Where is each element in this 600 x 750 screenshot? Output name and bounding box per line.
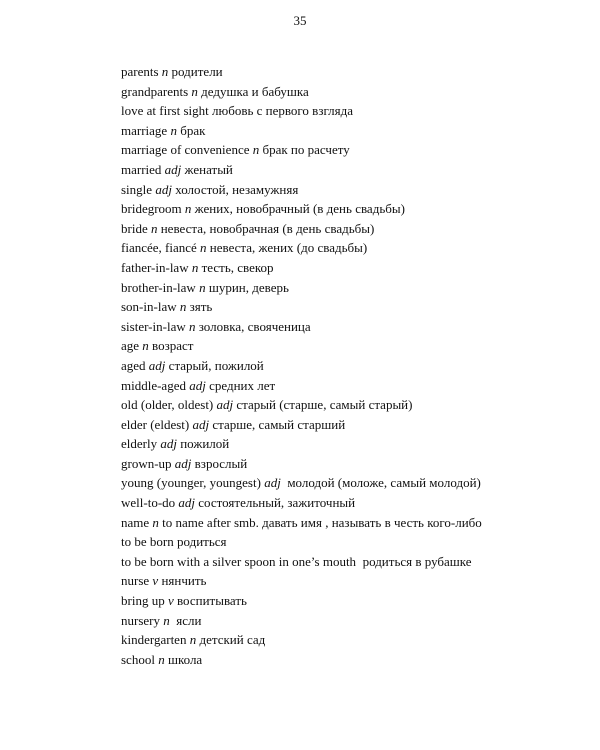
vocabulary-entry	[121, 552, 581, 572]
entry-translation: жених, новобрачный (в день свадьбы)	[194, 201, 405, 217]
entry-term: old (older, oldest)	[121, 397, 214, 413]
entry-term: marriage of convenience	[121, 142, 250, 158]
entry-term: age	[121, 338, 140, 354]
vocabulary-entry	[121, 140, 581, 160]
entry-term: kindergarten	[121, 632, 187, 648]
entry-translation: состоятельный, зажиточный	[198, 495, 356, 511]
entry-part-of-speech: n	[189, 632, 197, 648]
entry-term: love at first sight	[121, 103, 209, 119]
vocabulary-entry	[121, 160, 581, 180]
entry-term: son-in-law	[121, 299, 177, 315]
entry-translation: шурин, деверь	[208, 279, 289, 295]
entry-part-of-speech: n	[179, 299, 187, 315]
entry-term: fiancée, fiancé	[121, 240, 197, 256]
entry-part-of-speech: v	[167, 593, 174, 609]
entry-term: to be born	[121, 534, 174, 550]
entry-term: school	[121, 651, 155, 667]
entry-part-of-speech: n	[142, 338, 149, 354]
entry-term: bring up	[121, 593, 165, 609]
entry-part-of-speech: adj	[178, 495, 196, 511]
entry-translation: брак по расчету	[262, 142, 350, 158]
entry-translation: родиться в рубашке	[359, 553, 472, 569]
vocabulary-entry	[121, 82, 581, 102]
entry-translation: тесть, свекор	[201, 259, 274, 275]
vocabulary-entry	[121, 591, 581, 611]
entry-part-of-speech: adj	[164, 161, 182, 177]
entry-translation: нянчить	[161, 573, 207, 589]
entry-translation: взрослый	[194, 455, 248, 471]
vocabulary-entry	[121, 317, 581, 337]
entry-part-of-speech: n	[163, 612, 170, 628]
entry-translation: to name after smb. давать имя , называть в честь кого-либо	[162, 514, 482, 530]
entry-translation: молодой (моложе, самый молодой)	[284, 475, 481, 491]
entry-part-of-speech: n	[152, 514, 159, 530]
entry-translation: старше, самый старший	[212, 416, 346, 432]
vocabulary-entry	[121, 415, 581, 435]
page-number: 35	[293, 13, 307, 28]
entry-translation: родиться	[176, 534, 227, 550]
entry-part-of-speech: n	[199, 279, 206, 295]
entry-term: young (younger, youngest)	[121, 475, 261, 491]
vocabulary-entry	[121, 238, 581, 258]
vocabulary-entry	[121, 180, 581, 200]
vocabulary-entry	[121, 630, 581, 650]
entry-translation: дедушка и бабушка	[201, 83, 309, 99]
vocabulary-entry	[121, 258, 581, 278]
vocabulary-entry	[121, 454, 581, 474]
entry-term: single	[121, 181, 153, 197]
entry-part-of-speech: adj	[264, 475, 281, 491]
entry-term: aged	[121, 357, 146, 373]
entry-term: elderly	[121, 436, 158, 452]
vocabulary-entry	[121, 571, 581, 591]
entry-part-of-speech: v	[152, 573, 159, 589]
entry-term: grandparents	[121, 83, 189, 99]
entry-term: middle-aged	[121, 377, 186, 393]
vocabulary-entry	[121, 297, 581, 317]
entry-part-of-speech: n	[158, 651, 165, 667]
vocabulary-entry	[121, 376, 581, 396]
entry-term: brother-in-law	[121, 279, 196, 295]
entry-part-of-speech: adj	[174, 455, 192, 471]
entry-translation: зять	[189, 299, 213, 315]
entry-translation: детский сад	[199, 632, 266, 648]
entry-translation: средних лет	[209, 377, 276, 393]
vocabulary-entry	[121, 121, 581, 141]
vocabulary-entry	[121, 650, 581, 670]
entry-part-of-speech: n	[170, 122, 177, 138]
vocabulary-entry	[121, 611, 581, 631]
entry-term: sister-in-law	[121, 318, 186, 334]
vocabulary-list	[121, 62, 581, 669]
vocabulary-entry	[121, 493, 581, 513]
vocabulary-entry	[121, 532, 581, 552]
entry-translation: женатый	[184, 161, 233, 177]
entry-part-of-speech: n	[150, 220, 158, 236]
entry-part-of-speech: adj	[160, 436, 177, 452]
entry-part-of-speech: adj	[216, 397, 234, 413]
entry-part-of-speech: n	[200, 240, 207, 256]
entry-part-of-speech: n	[161, 64, 169, 79]
vocabulary-entry	[121, 434, 581, 454]
vocabulary-entry	[121, 278, 581, 298]
entry-translation: холостой, незамужняя	[175, 181, 299, 197]
entry-term: grown-up	[121, 455, 172, 471]
vocabulary-entry	[121, 473, 581, 493]
entry-translation: воспитывать	[176, 593, 247, 609]
entry-term: nursery	[121, 612, 160, 628]
vocabulary-entry	[121, 101, 581, 121]
entry-term: marriage	[121, 122, 168, 138]
entry-term: to be born with a silver spoon in one’s mouth	[121, 553, 357, 569]
entry-part-of-speech: adj	[155, 181, 172, 197]
entry-part-of-speech: n	[188, 318, 196, 334]
vocabulary-entry	[121, 513, 581, 533]
entry-term: well-to-do	[121, 495, 176, 511]
entry-part-of-speech: n	[184, 201, 192, 217]
entry-term: bride	[121, 220, 148, 236]
entry-term: name	[121, 514, 150, 530]
vocabulary-entry	[121, 356, 581, 376]
entry-part-of-speech: adj	[148, 357, 166, 373]
vocabulary-entry	[121, 336, 581, 356]
vocabulary-entry	[121, 62, 581, 82]
entry-part-of-speech: adj	[189, 377, 206, 393]
entry-term: elder (eldest)	[121, 416, 190, 432]
entry-term: married	[121, 161, 162, 177]
entry-translation: возраст	[152, 338, 194, 354]
entry-part-of-speech: n	[252, 142, 260, 158]
entry-translation: школа	[167, 651, 203, 667]
entry-part-of-speech: adj	[192, 416, 210, 432]
vocabulary-entry	[121, 199, 581, 219]
entry-translation: старый, пожилой	[168, 357, 264, 373]
entry-part-of-speech: n	[191, 259, 199, 275]
entry-part-of-speech: n	[191, 83, 198, 99]
entry-translation: золовка, свояченица	[198, 318, 311, 334]
entry-term: father-in-law	[121, 259, 189, 275]
entry-translation: невеста, новобрачная (в день свадьбы)	[160, 220, 375, 236]
entry-translation: родители	[171, 64, 223, 79]
vocabulary-entry	[121, 395, 581, 415]
vocabulary-entry	[121, 219, 581, 239]
entry-translation: невеста, жених (до свадьбы)	[209, 240, 368, 256]
entry-term: nurse	[121, 573, 150, 589]
entry-translation: старый (старше, самый старый)	[236, 397, 413, 413]
entry-translation: любовь с первого взгляда	[212, 103, 353, 119]
entry-translation: брак	[180, 122, 206, 138]
entry-term: bridegroom	[121, 201, 182, 217]
entry-translation: пожилой	[180, 436, 230, 452]
entry-term: parents	[121, 64, 159, 79]
entry-translation: ясли	[173, 612, 202, 628]
